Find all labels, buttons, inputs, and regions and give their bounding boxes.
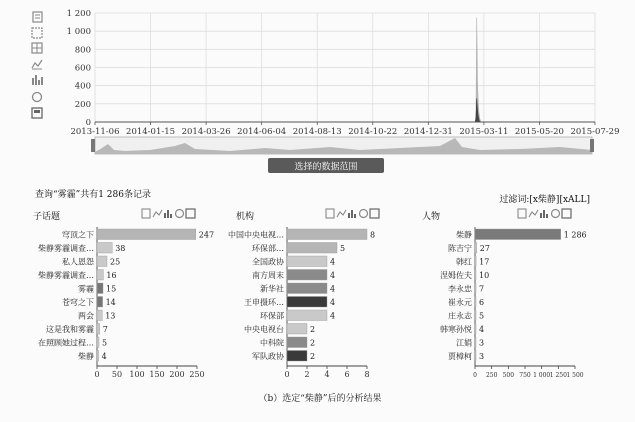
bar[interactable] xyxy=(97,337,99,348)
bar[interactable] xyxy=(287,229,367,240)
category-label: 贾樟柯 xyxy=(448,352,472,361)
x-tick-label: 2 xyxy=(304,370,310,379)
value-label: 4 xyxy=(101,352,107,361)
category-label: 这是我和雾霾 xyxy=(46,325,94,334)
category-label: 全国政协 xyxy=(252,257,284,267)
x-tick-label: 200 xyxy=(169,370,185,379)
category-label: 南方周末 xyxy=(252,271,284,280)
x-tick-label: 2015-03-11 xyxy=(459,127,509,137)
x-tick-label: 2015-07-29 xyxy=(570,127,620,137)
category-label: 王申摄环… xyxy=(244,298,284,307)
category-label: 韩红 xyxy=(456,257,472,267)
bar[interactable] xyxy=(287,297,327,308)
category-label: 环保部… xyxy=(252,244,284,253)
filter-label[interactable]: 过滤词:[x柴静][xALL] xyxy=(499,195,590,205)
x-tick-label: 250 xyxy=(485,372,498,379)
category-label: 李永忠 xyxy=(448,284,472,294)
x-tick-label: 2014-08-13 xyxy=(292,127,342,137)
bar[interactable] xyxy=(475,351,476,362)
y-tick-label: 400 xyxy=(74,81,91,92)
value-label: 5 xyxy=(479,311,485,321)
category-label: 私人恩怨 xyxy=(62,257,94,267)
query-summary: 查询“雾霾”共有1 286条记录 xyxy=(35,190,151,200)
x-tick-label: 150 xyxy=(149,370,165,379)
x-tick-label: 2014-10-22 xyxy=(348,127,398,137)
value-label: 3 xyxy=(479,352,485,361)
x-tick-label: 2015-05-20 xyxy=(514,127,564,137)
category-label: 柴静 xyxy=(456,230,472,240)
x-tick-label: 2014-06-04 xyxy=(237,127,287,137)
x-tick-label: 4 xyxy=(324,370,330,379)
bar[interactable] xyxy=(287,270,327,281)
value-label: 4 xyxy=(330,298,336,307)
bar-chart-icon-bar xyxy=(167,210,169,218)
bar[interactable] xyxy=(475,243,477,254)
value-label: 6 xyxy=(479,298,485,307)
category-label: 中国中央电视… xyxy=(228,230,284,240)
bar[interactable] xyxy=(475,337,476,348)
value-label: 10 xyxy=(479,271,490,280)
bar[interactable] xyxy=(287,351,307,362)
x-tick-label: 250 xyxy=(189,370,205,379)
bar[interactable] xyxy=(97,270,103,281)
panel-title: 人物 xyxy=(422,212,441,222)
category-label: 雾霾 xyxy=(78,284,94,294)
x-tick-label: 8 xyxy=(364,370,370,379)
value-label: 13 xyxy=(105,311,116,321)
x-tick-label: 1 500 xyxy=(566,372,584,379)
category-label: 柴静雾霾调查… xyxy=(38,271,94,280)
x-tick-label: 1 250 xyxy=(549,372,567,379)
range-slider[interactable] xyxy=(91,137,594,154)
bar-chart-icon-bar xyxy=(348,213,350,218)
category-label: 崔永元 xyxy=(448,298,472,307)
slider-handle-right[interactable] xyxy=(590,139,594,152)
category-label: 苍穹之下 xyxy=(62,298,94,307)
value-label: 2 xyxy=(310,352,316,361)
category-label: 军队政协 xyxy=(252,352,284,361)
value-label: 1 286 xyxy=(563,230,587,240)
value-label: 25 xyxy=(110,257,121,267)
category-label: 环保部 xyxy=(260,311,284,321)
x-tick-label: 0 xyxy=(94,370,100,379)
bar[interactable] xyxy=(287,337,307,348)
value-label: 4 xyxy=(330,284,336,294)
y-tick-label: 200 xyxy=(74,99,91,110)
category-label: 庄永志 xyxy=(448,311,472,321)
category-label: 柴静 xyxy=(78,352,94,361)
bar[interactable] xyxy=(475,256,476,267)
bar[interactable] xyxy=(475,229,561,240)
value-label: 8 xyxy=(370,230,376,240)
category-label: 在照顾她过程… xyxy=(38,338,94,348)
bar[interactable] xyxy=(97,229,196,240)
category-label: 中科院 xyxy=(260,338,284,348)
x-tick-label: 2014-03-26 xyxy=(181,127,231,137)
value-label: 17 xyxy=(479,257,490,267)
x-tick-label: 2014-12-31 xyxy=(403,127,453,137)
bar[interactable] xyxy=(97,310,102,321)
category-label: 涅姆佐夫 xyxy=(440,271,472,280)
value-label: 38 xyxy=(115,244,126,253)
y-tick-label: 600 xyxy=(74,63,91,74)
value-label: 247 xyxy=(198,230,215,240)
bar[interactable] xyxy=(97,243,112,254)
y-tick-label: 0 xyxy=(85,118,91,128)
value-label: 7 xyxy=(479,284,485,294)
bar-chart-icon-bar xyxy=(546,214,548,218)
range-button-label: 选择的数据范围 xyxy=(294,162,358,173)
value-label: 4 xyxy=(479,325,485,334)
bar-chart-icon-bar xyxy=(543,210,545,218)
bar-chart-icon-bar xyxy=(351,210,353,218)
category-label: 韩寒孙悦 xyxy=(440,325,472,334)
x-tick-label: 0 xyxy=(473,372,477,379)
bar[interactable] xyxy=(287,310,327,321)
category-label: 陈吉宁 xyxy=(448,244,472,253)
category-label: 柴静雾霾调查… xyxy=(38,244,94,253)
value-label: 4 xyxy=(330,271,336,280)
x-tick-label: 2014-01-15 xyxy=(126,127,176,137)
y-tick-label: 1 000 xyxy=(66,27,91,38)
y-tick-label: 800 xyxy=(74,45,91,56)
value-label: 4 xyxy=(330,311,336,321)
category-label: 江娟 xyxy=(456,338,472,348)
bar[interactable] xyxy=(97,283,103,294)
range-button[interactable] xyxy=(268,158,384,173)
value-label: 15 xyxy=(106,284,117,294)
category-label: 中央电视台 xyxy=(244,325,284,334)
bar[interactable] xyxy=(475,310,476,321)
category-label: 两会 xyxy=(78,311,94,321)
bar[interactable] xyxy=(287,324,307,335)
bar[interactable] xyxy=(475,283,476,294)
bar-chart-icon-bar xyxy=(540,213,542,218)
slider-handle-left[interactable] xyxy=(91,139,95,152)
bar[interactable] xyxy=(475,270,476,281)
category-label: 穹顶之下 xyxy=(62,230,94,240)
x-tick-label: 500 xyxy=(502,372,515,379)
figure-caption: （b）选定“柴静”后的分析结果 xyxy=(258,394,382,404)
x-tick-label: 50 xyxy=(111,370,123,379)
x-tick-label: 750 xyxy=(519,372,531,379)
value-label: 27 xyxy=(479,244,490,253)
x-tick-label: 6 xyxy=(344,370,350,379)
value-label: 3 xyxy=(479,338,485,348)
y-tick-label: 1 200 xyxy=(66,9,91,19)
bar[interactable] xyxy=(97,324,100,335)
value-label: 16 xyxy=(106,271,117,280)
bar[interactable] xyxy=(97,351,99,362)
value-label: 7 xyxy=(102,325,108,334)
value-label: 14 xyxy=(105,298,116,307)
bar[interactable] xyxy=(287,283,327,294)
panel-title: 子话题 xyxy=(33,212,61,222)
category-label: 新华社 xyxy=(260,284,284,294)
bar[interactable] xyxy=(97,256,107,267)
value-label: 5 xyxy=(340,244,346,253)
bar[interactable] xyxy=(97,297,103,308)
x-tick-label: 1 000 xyxy=(533,372,551,379)
value-label: 2 xyxy=(310,325,316,334)
value-label: 4 xyxy=(330,257,336,267)
panel-title: 机构 xyxy=(236,212,255,222)
bar[interactable] xyxy=(475,297,476,308)
bar[interactable] xyxy=(287,256,327,267)
bar-chart-icon-bar xyxy=(164,213,166,218)
bar-chart-icon-bar xyxy=(354,214,356,218)
bar-chart-icon-bar xyxy=(170,214,172,218)
value-label: 5 xyxy=(102,338,108,348)
x-tick-label: 2013-11-06 xyxy=(70,127,120,137)
value-label: 2 xyxy=(310,338,316,348)
x-tick-label: 100 xyxy=(129,370,145,379)
bar[interactable] xyxy=(475,324,476,335)
bar[interactable] xyxy=(287,243,337,254)
x-tick-label: 0 xyxy=(284,370,290,379)
